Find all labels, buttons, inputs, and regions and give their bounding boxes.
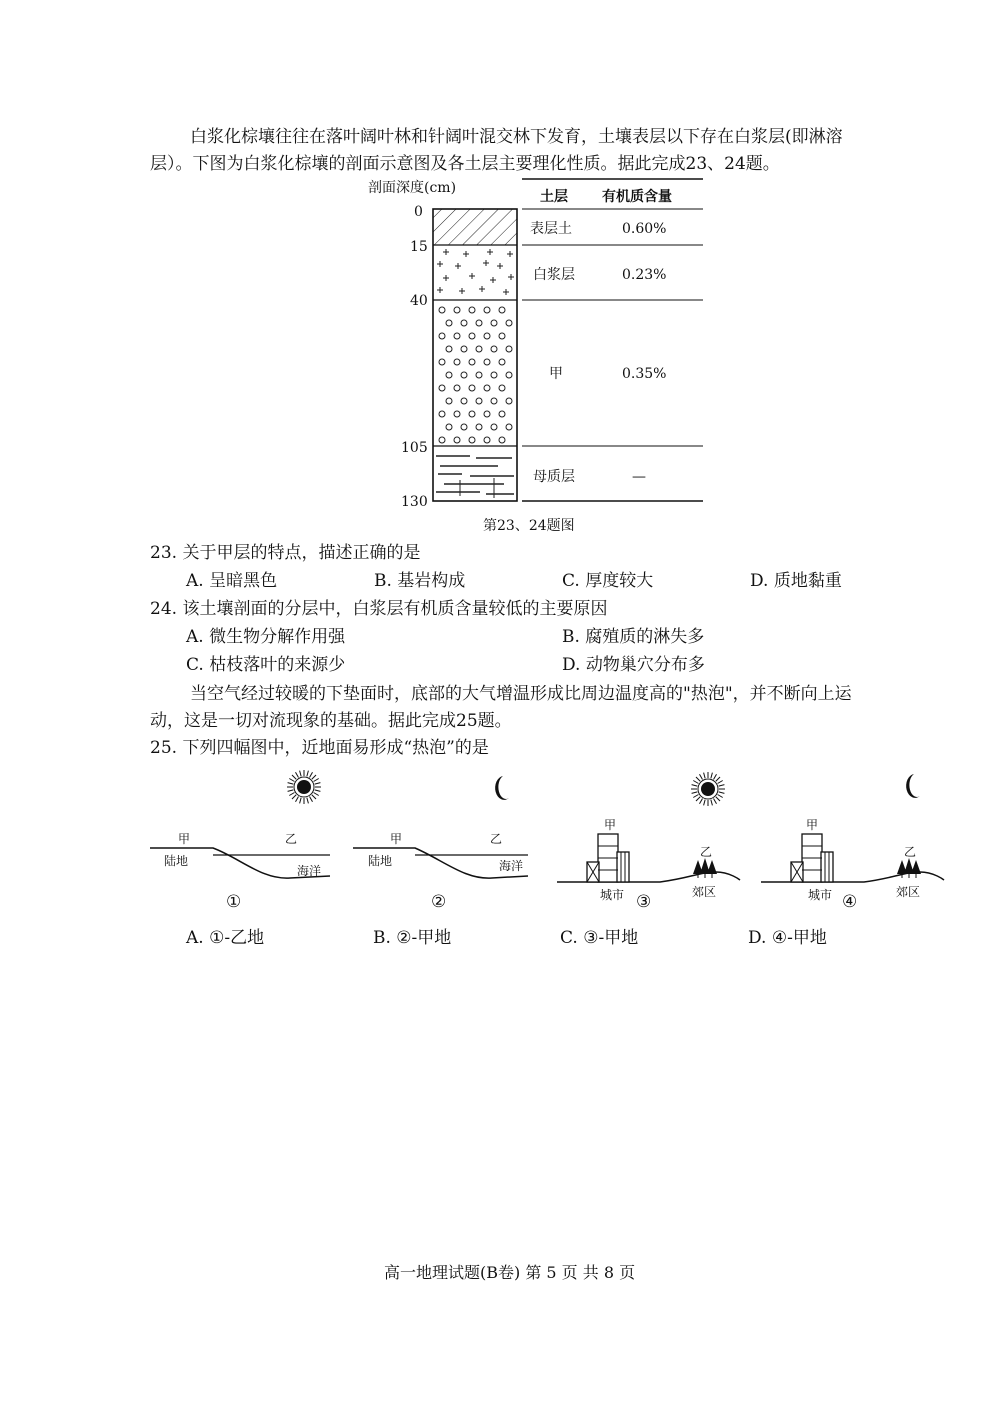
panel-3 xyxy=(557,772,740,882)
q25-option-a: A. ①-乙地 xyxy=(186,928,265,948)
depth-tick-0: 0 xyxy=(414,204,423,220)
panel-4-label-jia: 甲 xyxy=(806,818,819,832)
panel-1-label-jia: 甲 xyxy=(178,832,191,846)
q25-option-d: D. ④-甲地 xyxy=(748,928,827,948)
q24-option-b: B. 腐殖质的淋失多 xyxy=(562,627,705,647)
q25-stem: 25. 下列四幅图中，近地面易形成“热泡”的是 xyxy=(150,738,489,758)
q23-stem: 23. 关于甲层的特点，描述正确的是 xyxy=(150,543,421,563)
panel-2-land: 陆地 xyxy=(368,854,393,868)
q25-option-b: B. ②-甲地 xyxy=(373,928,452,948)
q23-option-b: B. 基岩构成 xyxy=(374,571,466,591)
panel-1-sea: 海洋 xyxy=(297,864,322,878)
table-header-layer: 土层 xyxy=(540,189,568,205)
q24-stem: 24. 该土壤剖面的分层中，白浆层有机质含量较低的主要原因 xyxy=(150,599,608,619)
row-organic-jia: 0.35% xyxy=(622,366,667,382)
depth-tick-15: 15 xyxy=(410,239,428,255)
depth-tick-40: 40 xyxy=(410,293,428,309)
intro-line-1: 白浆化棕壤往往在落叶阔叶林和针阔叶混交林下发育，土壤表层以下存在白浆层(即淋溶 xyxy=(190,127,843,147)
panel-2-label-yi: 乙 xyxy=(490,832,503,846)
page-footer: 高一地理试题(B卷) 第 5 页 共 8 页 xyxy=(384,1263,636,1282)
panel-3-label-yi: 乙 xyxy=(700,845,713,859)
depth-axis-label: 剖面深度(cm) xyxy=(368,180,457,196)
panel-1-number: ① xyxy=(226,892,242,912)
sun-icon xyxy=(691,772,725,806)
depth-tick-130: 130 xyxy=(401,494,428,510)
panel-2-label-jia: 甲 xyxy=(390,832,403,846)
panel-4-city: 城市 xyxy=(808,888,833,902)
panel-3-number: ③ xyxy=(636,892,652,912)
q24-option-c: C. 枯枝落叶的来源少 xyxy=(186,655,346,675)
panel-4 xyxy=(761,774,944,882)
q24-option-a: A. 微生物分解作用强 xyxy=(186,627,346,647)
panel-2-sea: 海洋 xyxy=(499,859,524,873)
panel-3-city: 城市 xyxy=(600,888,625,902)
moon-icon xyxy=(906,774,920,798)
table-header-organic: 有机质含量 xyxy=(602,189,672,205)
row-organic-topsoil: 0.60% xyxy=(622,221,667,237)
panel-1-land: 陆地 xyxy=(164,854,189,868)
sun-icon xyxy=(287,770,321,804)
figure-caption: 第23、24题图 xyxy=(483,518,575,534)
intro2-line-1: 当空气经过较暖的下垫面时，底部的大气增温形成比周边温度高的"热泡"，并不断向上运 xyxy=(190,684,852,704)
q23-option-c: C. 厚度较大 xyxy=(562,571,654,591)
row-layer-topsoil: 表层土 xyxy=(530,221,572,237)
row-organic-parent: — xyxy=(632,469,646,485)
q23-option-a: A. 呈暗黑色 xyxy=(186,571,278,591)
row-layer-parent: 母质层 xyxy=(533,469,575,485)
row-layer-jia: 甲 xyxy=(549,366,563,382)
panel-1-label-yi: 乙 xyxy=(285,832,298,846)
panel-3-suburb: 郊区 xyxy=(692,885,717,899)
row-organic-baijiang: 0.23% xyxy=(622,267,667,283)
panel-4-number: ④ xyxy=(842,892,858,912)
q23-option-d: D. 质地黏重 xyxy=(750,571,842,591)
panel-3-label-jia: 甲 xyxy=(604,818,617,832)
intro2-line-2: 动，这是一切对流现象的基础。据此完成25题。 xyxy=(150,711,512,731)
moon-icon xyxy=(495,776,509,800)
q24-option-d: D. 动物巢穴分布多 xyxy=(562,655,705,675)
panel-4-label-yi: 乙 xyxy=(904,845,917,859)
row-layer-baijiang: 白浆层 xyxy=(533,267,575,283)
city-buildings-icon xyxy=(791,834,833,882)
city-buildings-icon xyxy=(587,834,629,882)
depth-tick-105: 105 xyxy=(401,440,428,456)
q25-option-c: C. ③-甲地 xyxy=(560,928,639,948)
intro-line-2: 层）。下图为白浆化棕壤的剖面示意图及各土层主要理化性质。据此完成23、24题。 xyxy=(150,154,780,174)
panel-4-suburb: 郊区 xyxy=(896,885,921,899)
panel-2-number: ② xyxy=(431,892,447,912)
